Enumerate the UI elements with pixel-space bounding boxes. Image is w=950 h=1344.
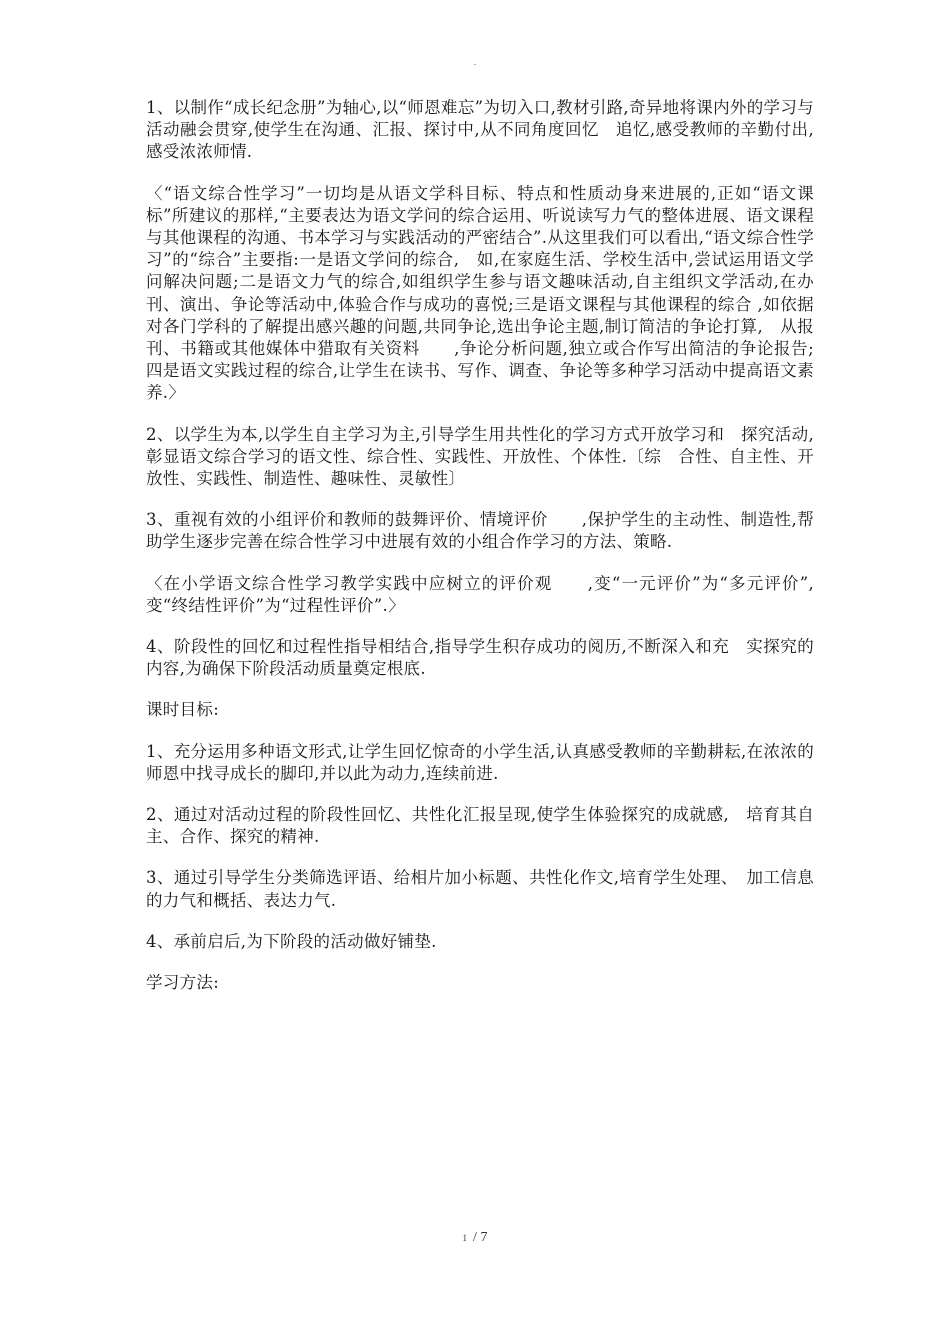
document-body xyxy=(146,97,814,1013)
paragraph-2: 2、以学生为本,以学生自主学习为主,引导学生用共性化的学习方式开放学习和 探究活动,彰显语文综合学习的语文性、综合性、实践性、开放性、个体性.〔综 合性、自主性、开放性、实践性、制造性、趣味性、灵敏性〕 xyxy=(146,424,814,489)
section-heading-study-methods: 学习方法: xyxy=(146,973,220,993)
goal-2: 2、通过对活动过程的阶段性回忆、共性化汇报呈现,使学生体验探究的成就感, 培育其自主、合作、探究的精神. xyxy=(146,805,814,847)
paragraph-3: 3、重视有效的小组评价和教师的鼓舞评价、情境评价 ,保护学生的主动性、制造性,帮助学生逐步完善在综合性学习中进展有效的小组合作学习的方法、策略. xyxy=(146,510,814,552)
section-heading-lesson-goals: 课时目标: xyxy=(146,700,220,720)
page-total: 7 xyxy=(480,1230,488,1245)
goal-4: 4、承前启后,为下阶段的活动做好铺垫. xyxy=(146,931,437,951)
paragraph-1: 1、以制作“成长纪念册”为轴心,以“师恩难忘”为切入口,教材引路,奇异地将课内外的学习与活动融会贯穿,使学生在沟通、汇报、探讨中,从不同角度回忆 追忆,感受教师的辛勤付出,感受浓浓师情. xyxy=(146,98,814,162)
paragraph-note-evaluation: 〈在小学语文综合性学习教学实践中应树立的评价观 ,变“一元评价”为“多元评价”,变“终结性评价”为“过程性评价”.〉 xyxy=(146,573,814,615)
page-separator: / xyxy=(473,1230,477,1245)
header-mark: . xyxy=(473,58,477,68)
page-number xyxy=(0,1230,950,1246)
paragraph-4: 4、阶段性的回忆和过程性指导相结合,指导学生积存成功的阅历,不断深入和充 实探究的内容,为确保下阶段活动质量奠定根底. xyxy=(146,637,814,679)
paragraph-note-integration: 〈“语文综合性学习”一切均是从语文学科目标、特点和性质动身来进展的,正如“语文课标”所建议的那样,“主要表达为语文学问的综合运用、听说读写力气的整体进展、语文课程与其他课程的沟通、书本学习与实践活动的严密结合”.从这里我们可以看出,“语文综合性学习”的“综合”主要指:一是语文学问的综合, 如,在家庭生活、学校生活中,尝试运用语文学问解决问题;二是语文力气的综合,如组织学生参与语文趣味活动,自主组织文学活动,在办刊、演出、争论等活动中,体验合作与成功的喜悦;三是语文课程与其他课程的综合 ,如依据对各门学科的了解提出感兴趣的问题,共同争论,选出争论主题,制订简洁的争论打算, 从报刊、书籍或其他媒体中猎取有关资料 ,争论分析问题,独立或合作写出简洁的争论报告;四是语文实践过程的综合,让学生在读书、写作、调查、争论等多种学习活动中提高语文素养.〉 xyxy=(146,183,814,403)
goal-1: 1、充分运用多种语文形式,让学生回忆惊奇的小学生活,认真感受教师的辛勤耕耘,在浓浓的师恩中找寻成长的脚印,并以此为动力,连续前进. xyxy=(146,741,814,783)
goal-3: 3、通过引导学生分类筛选评语、给相片加小标题、共性化作文,培育学生处理、 加工信息的力气和概括、表达力气. xyxy=(146,868,814,910)
page-current: 1 xyxy=(462,1232,468,1243)
